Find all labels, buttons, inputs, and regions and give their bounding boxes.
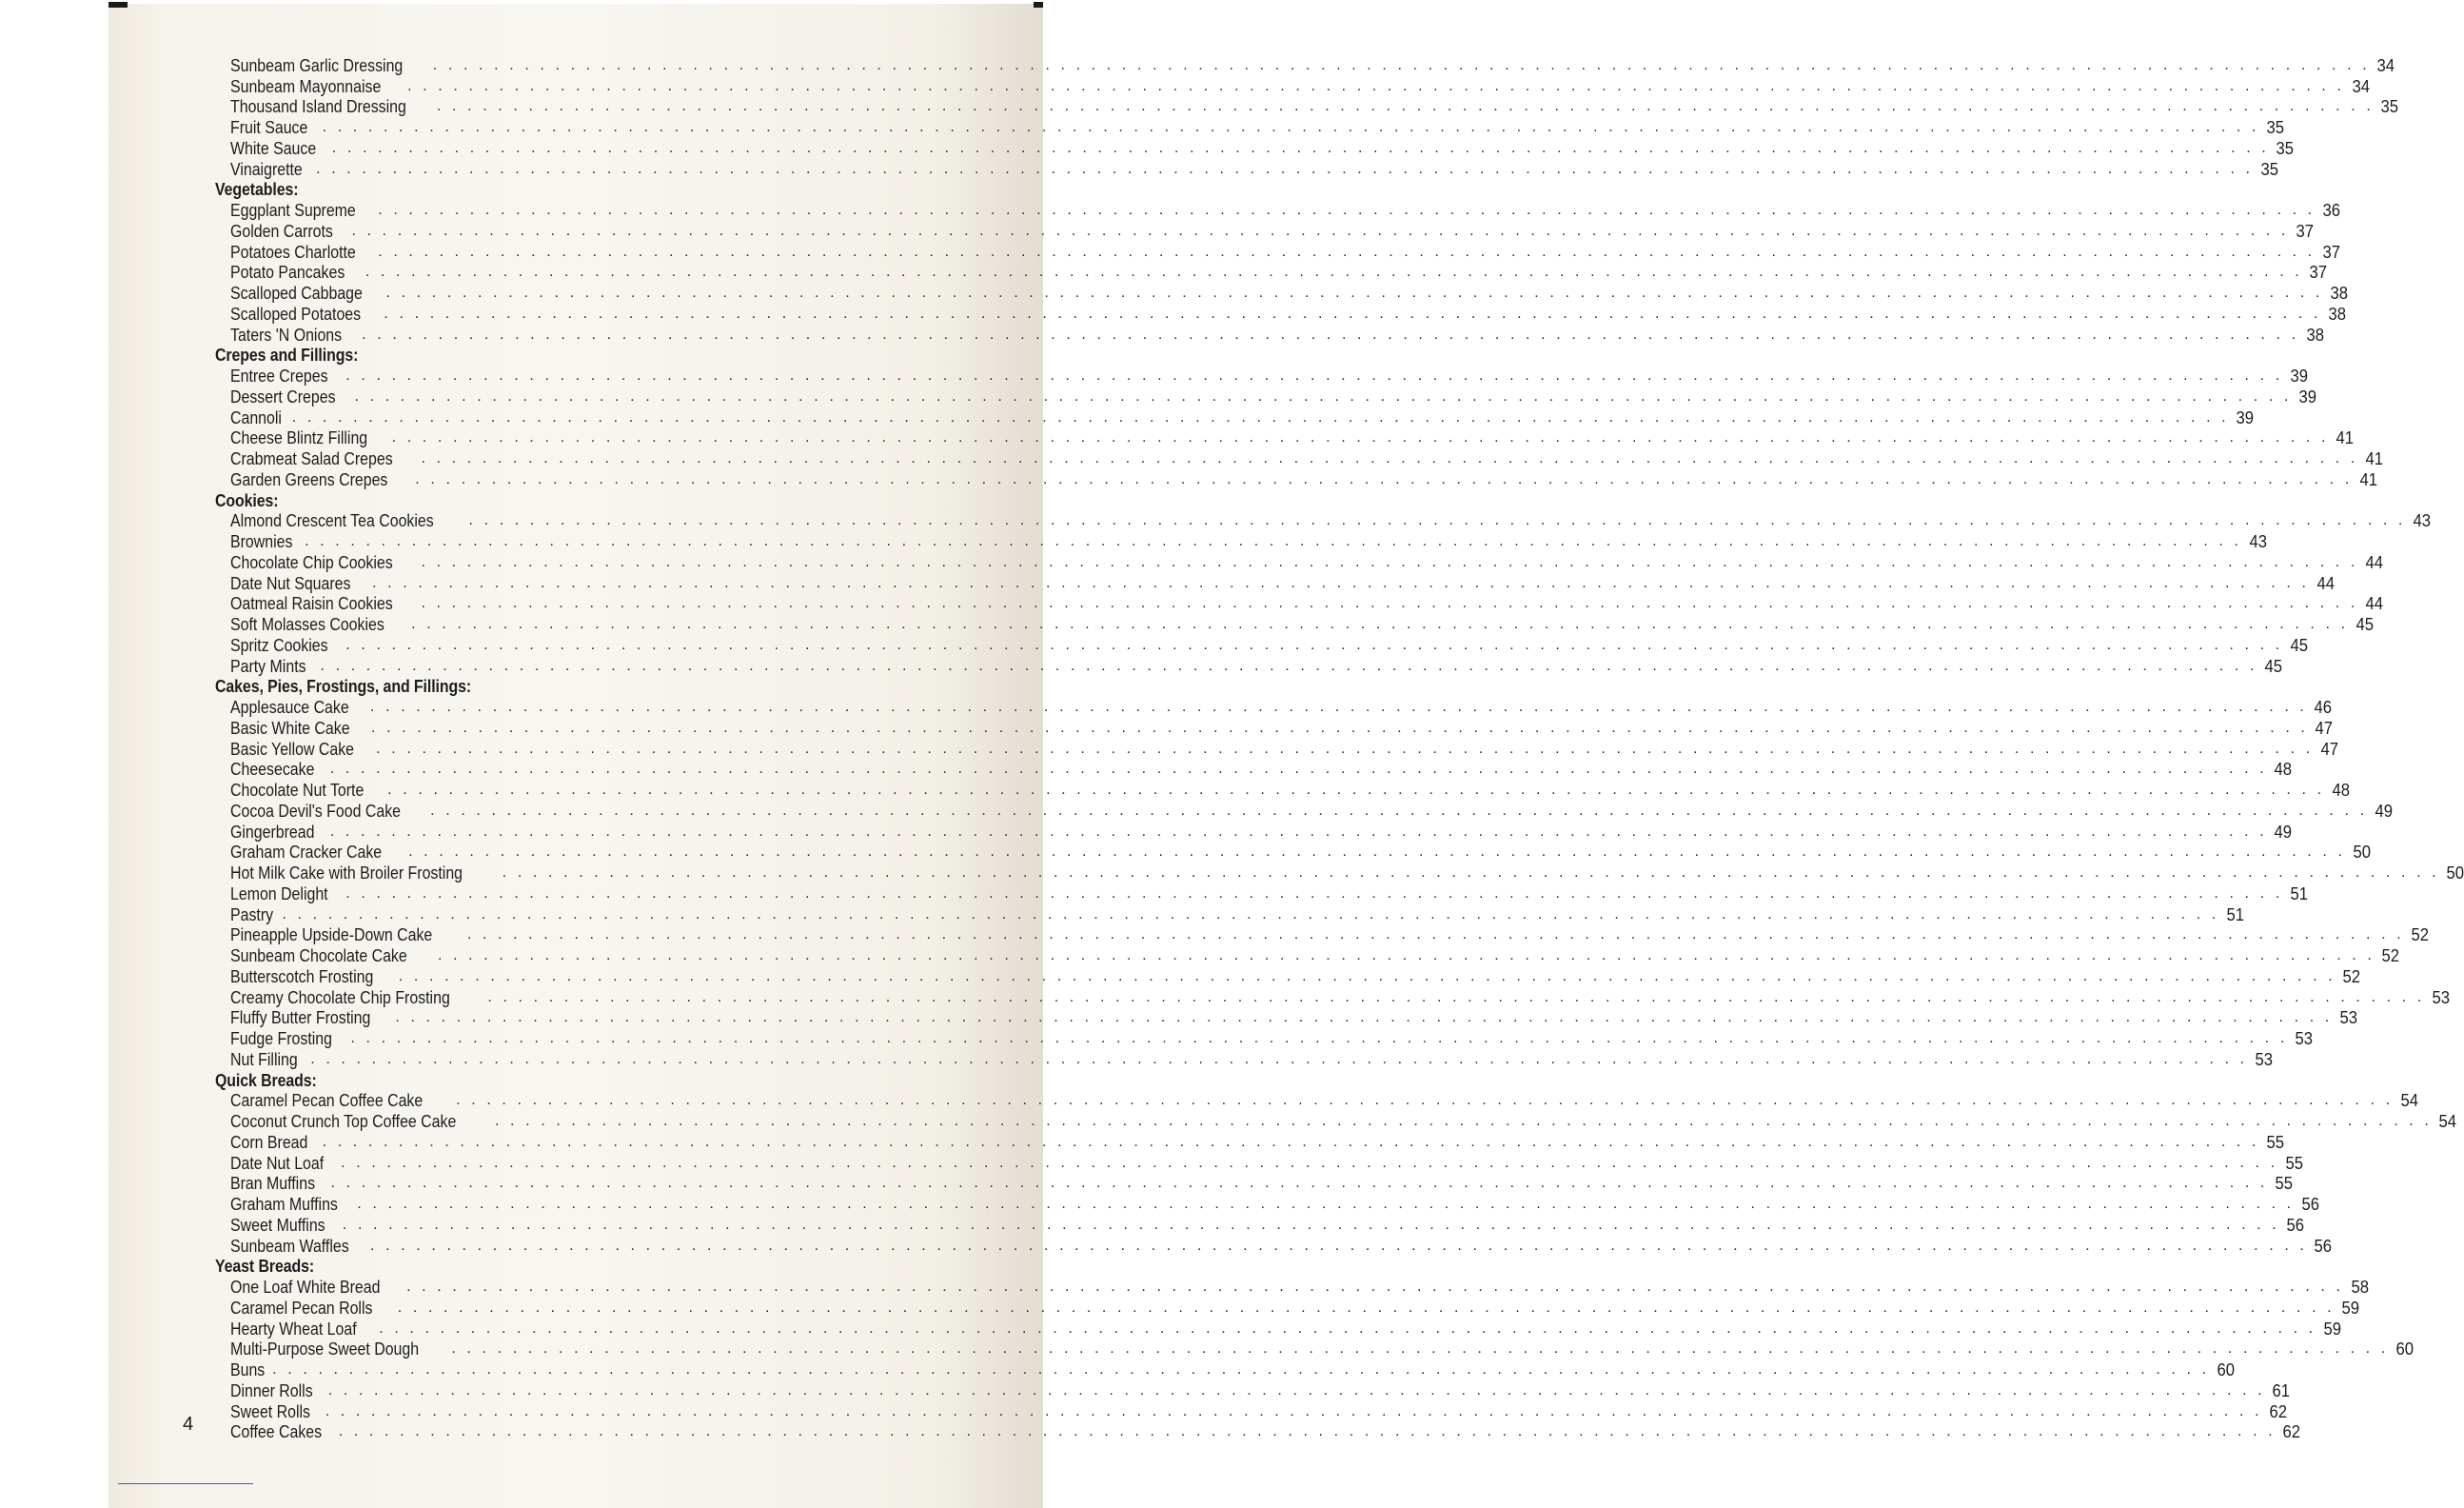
toc-entry [215, 593, 2383, 615]
dot-leader: . . . . . . . . . . . . . . . . . . . . . . . . . . . . . . . . . . . . . . . . . . . . . . . . . . . . . . . . . . . . . . . . . . . . . . . . . . . . . . . . . . . . . . . . . . . . . . . . . . . . . . . . . . . . . . . . . . . . . . . . . . . . . . . [421, 595, 2358, 612]
entry-title: Scalloped Cabbage [230, 283, 363, 304]
dot-leader: . . . . . . . . . . . . . . . . . . . . . . . . . . . . . . . . . . . . . . . . . . . . . . . . . . . . . . . . . . . . . . . . . . . . . . . . . . . . . . . . . . . . . . . . . . . . . . . . . . . . . . . . . . . . . . . . . . . . . . . . . . . . . . . [331, 139, 2270, 156]
entry-title: Spritz Cookies [230, 634, 328, 655]
toc-entry [215, 1152, 2303, 1174]
toc-entry [215, 1235, 2333, 1257]
entry-title: Sunbeam Waffles [230, 1235, 349, 1256]
dot-leader: . . . . . . . . . . . . . . . . . . . . . . . . . . . . . . . . . . . . . . . . . . . . . . . . . . . . . . . . . . . . . . . . . . . . . . . . . . . . . . . . . . . . . . . . . . . . . . . . . . . . . . . . . . . . . . . . . . . . . . . . . . . . . . . [329, 823, 2268, 840]
toc-entry [215, 262, 2328, 284]
entry-title: Buns [230, 1359, 266, 1380]
entry-title: Potato Pancakes [230, 262, 345, 283]
entry-title: Oatmeal Raisin Cookies [230, 593, 393, 614]
section-heading: Cakes, Pies, Frostings, and Fillings: [215, 676, 472, 697]
dot-leader: . . . . . . . . . . . . . . . . . . . . . . . . . . . . . . . . . . . . . . . . . . . . . . . . . . . . . . . . . . . . . . . . . . . . . . . . . . . . . . . . . . . . . . . . . . . . . . . . . . . . . . . . . . . . . . . . . . . . . . . . . . . . . . . [502, 864, 2440, 882]
dot-leader: . . . . . . . . . . . . . . . . . . . . . . . . . . . . . . . . . . . . . . . . . . . . . . . . . . . . . . . . . . . . . . . . . . . . . . . . . . . . . . . . . . . . . . . . . . . . . . . . . . . . . . . . . . . . . . . . . . . . . . . . . . . . . . . [272, 1361, 2210, 1379]
entry-page-number: 44 [2365, 551, 2383, 572]
entry-page-number: 38 [2306, 324, 2324, 345]
entry-title: Caramel Pecan Coffee Cake [230, 1090, 424, 1111]
dot-leader: . . . . . . . . . . . . . . . . . . . . . . . . . . . . . . . . . . . . . . . . . . . . . . . . . . . . . . . . . . . . . . . . . . . . . . . . . . . . . . . . . . . . . . . . . . . . . . . . . . . . . . . . . . . . . . . . . . . . . . . . . . . . . . . [345, 636, 2283, 653]
dot-leader: . . . . . . . . . . . . . . . . . . . . . . . . . . . . . . . . . . . . . . . . . . . . . . . . . . . . . . . . . . . . . . . . . . . . . . . . . . . . . . . . . . . . . . . . . . . . . . . . . . . . . . . . . . . . . . . . . . . . . . . . . . . . . . . [357, 1196, 2295, 1213]
entry-page-number: 44 [2365, 593, 2383, 614]
dot-leader: . . . . . . . . . . . . . . . . . . . . . . . . . . . . . . . . . . . . . . . . . . . . . . . . . . . . . . . . . . . . . . . . . . . . . . . . . . . . . . . . . . . . . . . . . . . . . . . . . . . . . . . . . . . . . . . . . . . . . . . . . . . . . . . [395, 1009, 2333, 1026]
dot-leader: . . . . . . . . . . . . . . . . . . . . . . . . . . . . . . . . . . . . . . . . . . . . . . . . . . . . . . . . . . . . . . . . . . . . . . . . . . . . . . . . . . . . . . . . . . . . . . . . . . . . . . . . . . . . . . . . . . . . . . . . . . . . . . . [365, 264, 2303, 281]
entry-page-number: 62 [2282, 1421, 2301, 1442]
toc-entry [215, 54, 2395, 76]
entry-title: Applesauce Cake [230, 697, 349, 718]
entry-page-number: 37 [2296, 220, 2314, 241]
entry-title: Entree Crepes [230, 366, 328, 387]
entry-page-number: 36 [2322, 200, 2340, 221]
entry-page-number: 37 [2309, 262, 2328, 283]
toc-entry [215, 531, 2267, 552]
toc-entry [215, 241, 2340, 263]
entry-title: Dinner Rolls [230, 1379, 313, 1400]
toc-entry [215, 200, 2340, 221]
toc-entry [215, 1111, 2457, 1132]
entry-title: Thousand Island Dressing [230, 96, 406, 117]
toc-entry [215, 427, 2355, 449]
entry-page-number: 41 [2359, 468, 2377, 489]
entry-page-number: 53 [2255, 1048, 2273, 1069]
entry-page-number: 44 [2316, 572, 2335, 593]
toc-entry [215, 283, 2348, 304]
dot-leader: . . . . . . . . . . . . . . . . . . . . . . . . . . . . . . . . . . . . . . . . . . . . . . . . . . . . . . . . . . . . . . . . . . . . . . . . . . . . . . . . . . . . . . . . . . . . . . . . . . . . . . . . . . . . . . . . . . . . . . . . . . . . . . . [305, 533, 2242, 550]
dot-leader: . . . . . . . . . . . . . . . . . . . . . . . . . . . . . . . . . . . . . . . . . . . . . . . . . . . . . . . . . . . . . . . . . . . . . . . . . . . . . . . . . . . . . . . . . . . . . . . . . . . . . . . . . . . . . . . . . . . . . . . . . . . . . . . [330, 1175, 2268, 1192]
entry-page-number: 54 [2400, 1090, 2418, 1111]
entry-page-number: 58 [2351, 1277, 2369, 1298]
dot-leader: . . . . . . . . . . . . . . . . . . . . . . . . . . . . . . . . . . . . . . . . . . . . . . . . . . . . . . . . . . . . . . . . . . . . . . . . . . . . . . . . . . . . . . . . . . . . . . . . . . . . . . . . . . . . . . . . . . . . . . . . . . . . . . . [282, 905, 2219, 923]
entry-title: Dessert Crepes [230, 386, 336, 407]
dot-leader: . . . . . . . . . . . . . . . . . . . . . . . . . . . . . . . . . . . . . . . . . . . . . . . . . . . . . . . . . . . . . . . . . . . . . . . . . . . . . . . . . . . . . . . . . . . . . . . . . . . . . . . . . . . . . . . . . . . . . . . . . . . . . . . [408, 843, 2346, 861]
toc-entry [215, 1277, 2369, 1298]
toc-entry [215, 1173, 2293, 1195]
entry-page-number: 38 [2328, 303, 2346, 324]
toc-entry [215, 759, 2293, 781]
toc-entry [215, 1359, 2235, 1380]
entry-title: Hearty Wheat Loaf [230, 1318, 357, 1339]
dot-leader: . . . . . . . . . . . . . . . . . . . . . . . . . . . . . . . . . . . . . . . . . . . . . . . . . . . . . . . . . . . . . . . . . . . . . . . . . . . . . . . . . . . . . . . . . . . . . . . . . . . . . . . . . . . . . . . . . . . . . . . . . . . . . . . [351, 222, 2289, 239]
entry-page-number: 48 [2332, 780, 2350, 801]
entry-page-number: 59 [2341, 1297, 2360, 1318]
entry-page-number: 45 [2356, 614, 2374, 635]
toc-entry [215, 1131, 2285, 1153]
toc-entry [215, 1007, 2357, 1029]
dot-leader: . . . . . . . . . . . . . . . . . . . . . . . . . . . . . . . . . . . . . . . . . . . . . . . . . . . . . . . . . . . . . . . . . . . . . . . . . . . . . . . . . . . . . . . . . . . . . . . . . . . . . . . . . . . . . . . . . . . . . . . . . . . . . . . [370, 699, 2308, 716]
entry-page-number: 56 [2301, 1194, 2319, 1215]
toc-entry [215, 1421, 2301, 1443]
entry-page-number: 45 [2264, 655, 2282, 676]
entry-title: Soft Molasses Cookies [230, 614, 384, 635]
toc-entry [215, 883, 2308, 904]
dot-leader: . . . . . . . . . . . . . . . . . . . . . . . . . . . . . . . . . . . . . . . . . . . . . . . . . . . . . . . . . . . . . . . . . . . . . . . . . . . . . . . . . . . . . . . . . . . . . . . . . . . . . . . . . . . . . . . . . . . . . . . . . . . . . . . [362, 326, 2299, 343]
dot-leader: . . . . . . . . . . . . . . . . . . . . . . . . . . . . . . . . . . . . . . . . . . . . . . . . . . . . . . . . . . . . . . . . . . . . . . . . . . . . . . . . . . . . . . . . . . . . . . . . . . . . . . . . . . . . . . . . . . . . . . . . . . . . . . . [398, 967, 2336, 984]
toc-entry [215, 96, 2399, 118]
entry-title: Coconut Crunch Top Coffee Cake [230, 1111, 457, 1132]
entry-page-number: 41 [2365, 448, 2383, 469]
toc-entry [215, 572, 2335, 594]
toc-entry [215, 738, 2338, 760]
dot-leader: . . . . . . . . . . . . . . . . . . . . . . . . . . . . . . . . . . . . . . . . . . . . . . . . . . . . . . . . . . . . . . . . . . . . . . . . . . . . . . . . . . . . . . . . . . . . . . . . . . . . . . . . . . . . . . . . . . . . . . . . . . . . . . . [354, 387, 2292, 405]
entry-title: Almond Crescent Tea Cookies [230, 510, 434, 531]
entry-title: Party Mints [230, 655, 306, 676]
dot-leader: . . . . . . . . . . . . . . . . . . . . . . . . . . . . . . . . . . . . . . . . . . . . . . . . . . . . . . . . . . . . . . . . . . . . . . . . . . . . . . . . . . . . . . . . . . . . . . . . . . . . . . . . . . . . . . . . . . . . . . . . . . . . . . . [370, 1237, 2308, 1254]
entry-title: Lemon Delight [230, 883, 328, 903]
toc-entry [215, 1048, 2273, 1070]
dot-leader: . . . . . . . . . . . . . . . . . . . . . . . . . . . . . . . . . . . . . . . . . . . . . . . . . . . . . . . . . . . . . . . . . . . . . . . . . . . . . . . . . . . . . . . . . . . . . . . . . . . . . . . . . . . . . . . . . . . . . . . . . . . . . . . [320, 657, 2257, 674]
entry-page-number: 49 [2375, 800, 2393, 821]
dot-leader: . . . . . . . . . . . . . . . . . . . . . . . . . . . . . . . . . . . . . . . . . . . . . . . . . . . . . . . . . . . . . . . . . . . . . . . . . . . . . . . . . . . . . . . . . . . . . . . . . . . . . . . . . . . . . . . . . . . . . . . . . . . . . . . [421, 553, 2358, 570]
entry-page-number: 60 [2395, 1339, 2414, 1359]
entry-title: Basic Yellow Cake [230, 738, 355, 759]
bottom-rule [118, 1483, 253, 1484]
entry-title: Bran Muffins [230, 1173, 316, 1194]
entry-title: Crabmeat Salad Crepes [230, 448, 393, 469]
dot-leader: . . . . . . . . . . . . . . . . . . . . . . . . . . . . . . . . . . . . . . . . . . . . . . . . . . . . . . . . . . . . . . . . . . . . . . . . . . . . . . . . . . . . . . . . . . . . . . . . . . . . . . . . . . . . . . . . . . . . . . . . . . . . . . . [411, 616, 2349, 633]
toc-entry [215, 1379, 2291, 1401]
dot-leader: . . . . . . . . . . . . . . . . . . . . . . . . . . . . . . . . . . . . . . . . . . . . . . . . . . . . . . . . . . . . . . . . . . . . . . . . . . . . . . . . . . . . . . . . . . . . . . . . . . . . . . . . . . . . . . . . . . . . . . . . . . . . . . . [350, 1030, 2288, 1047]
toc-entry [215, 945, 2400, 966]
entry-page-number: 60 [2217, 1359, 2235, 1380]
dot-leader: . . . . . . . . . . . . . . . . . . . . . . . . . . . . . . . . . . . . . . . . . . . . . . . . . . . . . . . . . . . . . . . . . . . . . . . . . . . . . . . . . . . . . . . . . . . . . . . . . . . . . . . . . . . . . . . . . . . . . . . . . . . . . . . [385, 285, 2323, 302]
dot-leader: . . . . . . . . . . . . . . . . . . . . . . . . . . . . . . . . . . . . . . . . . . . . . . . . . . . . . . . . . . . . . . . . . . . . . . . . . . . . . . . . . . . . . . . . . . . . . . . . . . . . . . . . . . . . . . . . . . . . . . . . . . . . . . . [316, 160, 2254, 177]
entry-title: Golden Carrots [230, 220, 333, 241]
entry-page-number: 46 [2314, 697, 2333, 718]
section-heading: Crepes and Fillings: [215, 345, 359, 366]
toc-entry [215, 1339, 2414, 1360]
entry-page-number: 51 [2226, 903, 2244, 924]
scan-edge-mark-right [1034, 2, 1043, 8]
dot-leader: . . . . . . . . . . . . . . . . . . . . . . . . . . . . . . . . . . . . . . . . . . . . . . . . . . . . . . . . . . . . . . . . . . . . . . . . . . . . . . . . . . . . . . . . . . . . . . . . . . . . . . . . . . . . . . . . . . . . . . . . . . . . . . . [338, 1423, 2277, 1440]
entry-title: Graham Muffins [230, 1194, 338, 1215]
dot-leader: . . . . . . . . . . . . . . . . . . . . . . . . . . . . . . . . . . . . . . . . . . . . . . . . . . . . . . . . . . . . . . . . . . . . . . . . . . . . . . . . . . . . . . . . . . . . . . . . . . . . . . . . . . . . . . . . . . . . . . . . . . . . . . . [451, 1340, 2389, 1358]
entry-page-number: 35 [2260, 158, 2278, 179]
dot-leader: . . . . . . . . . . . . . . . . . . . . . . . . . . . . . . . . . . . . . . . . . . . . . . . . . . . . . . . . . . . . . . . . . . . . . . . . . . . . . . . . . . . . . . . . . . . . . . . . . . . . . . . . . . . . . . . . . . . . . . . . . . . . . . . [468, 512, 2406, 529]
toc-entry [215, 697, 2333, 718]
entry-title: Cannoli [230, 407, 282, 427]
entry-page-number: 56 [2314, 1235, 2333, 1256]
entry-page-number: 62 [2269, 1400, 2288, 1421]
entry-page-number: 39 [2290, 366, 2308, 387]
toc-entry [215, 158, 2278, 180]
entry-title: Date Nut Loaf [230, 1152, 325, 1173]
entry-title: Date Nut Squares [230, 572, 351, 593]
dot-leader: . . . . . . . . . . . . . . . . . . . . . . . . . . . . . . . . . . . . . . . . . . . . . . . . . . . . . . . . . . . . . . . . . . . . . . . . . . . . . . . . . . . . . . . . . . . . . . . . . . . . . . . . . . . . . . . . . . . . . . . . . . . . . . . [487, 988, 2425, 1005]
entry-page-number: 54 [2438, 1111, 2457, 1132]
entry-page-number: 39 [2298, 386, 2316, 407]
entry-title: Sunbeam Garlic Dressing [230, 54, 404, 75]
scan-edge-mark-left [108, 2, 128, 8]
dot-leader: . . . . . . . . . . . . . . . . . . . . . . . . . . . . . . . . . . . . . . . . . . . . . . . . . . . . . . . . . . . . . . . . . . . . . . . . . . . . . . . . . . . . . . . . . . . . . . . . . . . . . . . . . . . . . . . . . . . . . . . . . . . . . . . [291, 408, 2230, 426]
dot-leader: . . . . . . . . . . . . . . . . . . . . . . . . . . . . . . . . . . . . . . . . . . . . . . . . . . . . . . . . . . . . . . . . . . . . . . . . . . . . . . . . . . . . . . . . . . . . . . . . . . . . . . . . . . . . . . . . . . . . . . . . . . . . . . . [327, 1381, 2266, 1399]
toc-entry [215, 551, 2383, 573]
entry-title: Sweet Muffins [230, 1214, 325, 1235]
dot-leader: . . . . . . . . . . . . . . . . . . . . . . . . . . . . . . . . . . . . . . . . . . . . . . . . . . . . . . . . . . . . . . . . . . . . . . . . . . . . . . . . . . . . . . . . . . . . . . . . . . . . . . . . . . . . . . . . . . . . . . . . . . . . . . . [378, 243, 2316, 260]
entry-page-number: 53 [2295, 1028, 2313, 1049]
entry-title: Pineapple Upside-Down Cake [230, 924, 433, 945]
entry-title: Garden Greens Crepes [230, 468, 388, 489]
toc-entry [215, 220, 2314, 242]
dot-leader: . . . . . . . . . . . . . . . . . . . . . . . . . . . . . . . . . . . . . . . . . . . . . . . . . . . . . . . . . . . . . . . . . . . . . . . . . . . . . . . . . . . . . . . . . . . . . . . . . . . . . . . . . . . . . . . . . . . . . . . . . . . . . . . [379, 1320, 2316, 1337]
dot-leader: . . . . . . . . . . . . . . . . . . . . . . . . . . . . . . . . . . . . . . . . . . . . . . . . . . . . . . . . . . . . . . . . . . . . . . . . . . . . . . . . . . . . . . . . . . . . . . . . . . . . . . . . . . . . . . . . . . . . . . . . . . . . . . . [391, 429, 2330, 446]
dot-leader: . . . . . . . . . . . . . . . . . . . . . . . . . . . . . . . . . . . . . . . . . . . . . . . . . . . . . . . . . . . . . . . . . . . . . . . . . . . . . . . . . . . . . . . . . . . . . . . . . . . . . . . . . . . . . . . . . . . . . . . . . . . . . . . [456, 1092, 2394, 1109]
toc-entry [215, 821, 2293, 843]
toc-entry [215, 655, 2282, 677]
entry-title: Chocolate Chip Cookies [230, 551, 393, 572]
dot-leader: . . . . . . . . . . . . . . . . . . . . . . . . . . . . . . . . . . . . . . . . . . . . . . . . . . . . . . . . . . . . . . . . . . . . . . . . . . . . . . . . . . . . . . . . . . . . . . . . . . . . . . . . . . . . . . . . . . . . . . . . . . . . . . . [322, 119, 2260, 136]
dot-leader: . . . . . . . . . . . . . . . . . . . . . . . . . . . . . . . . . . . . . . . . . . . . . . . . . . . . . . . . . . . . . . . . . . . . . . . . . . . . . . . . . . . . . . . . . . . . . . . . . . . . . . . . . . . . . . . . . . . . . . . . . . . . . . . [310, 1050, 2248, 1067]
entry-page-number: 41 [2336, 427, 2355, 448]
toc-entry [215, 986, 2450, 1008]
dot-leader: . . . . . . . . . . . . . . . . . . . . . . . . . . . . . . . . . . . . . . . . . . . . . . . . . . . . . . . . . . . . . . . . . . . . . . . . . . . . . . . . . . . . . . . . . . . . . . . . . . . . . . . . . . . . . . . . . . . . . . . . . . . . . . . [372, 574, 2310, 591]
entry-page-number: 55 [2275, 1173, 2293, 1194]
entry-page-number: 52 [2411, 924, 2430, 945]
dot-leader: . . . . . . . . . . . . . . . . . . . . . . . . . . . . . . . . . . . . . . . . . . . . . . . . . . . . . . . . . . . . . . . . . . . . . . . . . . . . . . . . . . . . . . . . . . . . . . . . . . . . . . . . . . . . . . . . . . . . . . . . . . . . . . . [466, 926, 2405, 943]
entry-title: Cheese Blintz Filling [230, 427, 368, 448]
dot-leader: . . . . . . . . . . . . . . . . . . . . . . . . . . . . . . . . . . . . . . . . . . . . . . . . . . . . . . . . . . . . . . . . . . . . . . . . . . . . . . . . . . . . . . . . . . . . . . . . . . . . . . . . . . . . . . . . . . . . . . . . . . . . . . . [436, 98, 2375, 115]
entry-page-number: 49 [2274, 821, 2293, 842]
entry-page-number: 34 [2376, 54, 2395, 75]
entry-title: Scalloped Potatoes [230, 303, 362, 324]
entry-title: Cocoa Devil's Food Cake [230, 800, 402, 821]
entry-title: Brownies [230, 531, 293, 552]
section-heading: Quick Breads: [215, 1069, 317, 1090]
entry-title: Taters 'N Onions [230, 324, 343, 345]
page-number: 4 [183, 1414, 194, 1435]
entry-title: Sunbeam Chocolate Cake [230, 945, 407, 966]
entry-page-number: 47 [2320, 738, 2338, 759]
entry-page-number: 48 [2274, 759, 2293, 780]
section-heading: Vegetables: [215, 179, 299, 200]
entry-page-number: 50 [2353, 842, 2371, 863]
entry-page-number: 43 [2413, 510, 2431, 531]
toc-entry [215, 1090, 2418, 1112]
dot-leader: . . . . . . . . . . . . . . . . . . . . . . . . . . . . . . . . . . . . . . . . . . . . . . . . . . . . . . . . . . . . . . . . . . . . . . . . . . . . . . . . . . . . . . . . . . . . . . . . . . . . . . . . . . . . . . . . . . . . . . . . . . . . . . . [415, 470, 2353, 487]
toc-entry [215, 842, 2371, 863]
entry-page-number: 37 [2322, 241, 2340, 262]
toc-entry [215, 117, 2285, 138]
toc-entry [215, 1214, 2305, 1236]
toc-entry [215, 510, 2431, 532]
entry-page-number: 53 [2339, 1007, 2357, 1028]
toc-entry [215, 366, 2308, 387]
toc-entry [215, 448, 2383, 469]
section-heading: Cookies: [215, 489, 279, 510]
entry-title: Basic White Cake [230, 717, 350, 738]
toc-entry [215, 1194, 2319, 1215]
entry-page-number: 61 [2272, 1379, 2291, 1400]
entry-title: One Loaf White Bread [230, 1277, 381, 1298]
entry-title: Vinaigrette [230, 158, 303, 179]
toc-entry [215, 634, 2308, 656]
toc-entry [215, 717, 2334, 739]
toc-entry [215, 1297, 2360, 1319]
dot-leader: . . . . . . . . . . . . . . . . . . . . . . . . . . . . . . . . . . . . . . . . . . . . . . . . . . . . . . . . . . . . . . . . . . . . . . . . . . . . . . . . . . . . . . . . . . . . . . . . . . . . . . . . . . . . . . . . . . . . . . . . . . . . . . . [437, 947, 2375, 964]
entry-page-number: 47 [2315, 717, 2334, 738]
entry-page-number: 55 [2285, 1152, 2303, 1173]
toc-entry [215, 75, 2370, 97]
toc-entry [215, 1028, 2313, 1049]
toc-entry [215, 137, 2295, 159]
toc-entry [215, 863, 2464, 883]
entry-title: Sunbeam Mayonnaise [230, 75, 382, 96]
entry-page-number: 55 [2266, 1131, 2285, 1152]
dot-leader: . . . . . . . . . . . . . . . . . . . . . . . . . . . . . . . . . . . . . . . . . . . . . . . . . . . . . . . . . . . . . . . . . . . . . . . . . . . . . . . . . . . . . . . . . . . . . . . . . . . . . . . . . . . . . . . . . . . . . . . . . . . . . . . [345, 884, 2283, 902]
entry-page-number: 56 [2286, 1214, 2305, 1235]
dot-leader: . . . . . . . . . . . . . . . . . . . . . . . . . . . . . . . . . . . . . . . . . . . . . . . . . . . . . . . . . . . . . . . . . . . . . . . . . . . . . . . . . . . . . . . . . . . . . . . . . . . . . . . . . . . . . . . . . . . . . . . . . . . . . . . [384, 305, 2321, 322]
entry-title: Fudge Frosting [230, 1028, 333, 1049]
toc-entry [215, 1318, 2341, 1339]
entry-page-number: 35 [2276, 137, 2295, 158]
dot-leader: . . . . . . . . . . . . . . . . . . . . . . . . . . . . . . . . . . . . . . . . . . . . . . . . . . . . . . . . . . . . . . . . . . . . . . . . . . . . . . . . . . . . . . . . . . . . . . . . . . . . . . . . . . . . . . . . . . . . . . . . . . . . . . . [376, 740, 2314, 757]
toc-entry [215, 468, 2377, 490]
toc-entry [215, 386, 2316, 407]
dot-leader: . . . . . . . . . . . . . . . . . . . . . . . . . . . . . . . . . . . . . . . . . . . . . . . . . . . . . . . . . . . . . . . . . . . . . . . . . . . . . . . . . . . . . . . . . . . . . . . . . . . . . . . . . . . . . . . . . . . . . . . . . . . . . . . [341, 1154, 2278, 1171]
entry-title: Chocolate Nut Torte [230, 780, 365, 801]
entry-title: Hot Milk Cake with Broiler Frosting [230, 863, 463, 883]
table-of-contents [215, 54, 2464, 1442]
toc-entry [215, 780, 2350, 801]
entry-title: Graham Cracker Cake [230, 842, 383, 863]
dot-leader: . . . . . . . . . . . . . . . . . . . . . . . . . . . . . . . . . . . . . . . . . . . . . . . . . . . . . . . . . . . . . . . . . . . . . . . . . . . . . . . . . . . . . . . . . . . . . . . . . . . . . . . . . . . . . . . . . . . . . . . . . . . . . . . [378, 202, 2316, 219]
entry-page-number: 52 [2342, 965, 2361, 986]
entry-page-number: 52 [2381, 945, 2400, 966]
entry-page-number: 45 [2290, 634, 2308, 655]
entry-title: Potatoes Charlotte [230, 241, 356, 262]
toc-entry [215, 965, 2361, 987]
entry-title: Pastry [230, 903, 274, 924]
entry-title: Gingerbread [230, 821, 315, 842]
entry-title: Creamy Chocolate Chip Frosting [230, 986, 450, 1007]
entry-page-number: 34 [2352, 75, 2370, 96]
entry-page-number: 59 [2323, 1318, 2341, 1339]
entry-title: Caramel Pecan Rolls [230, 1297, 373, 1318]
dot-leader: . . . . . . . . . . . . . . . . . . . . . . . . . . . . . . . . . . . . . . . . . . . . . . . . . . . . . . . . . . . . . . . . . . . . . . . . . . . . . . . . . . . . . . . . . . . . . . . . . . . . . . . . . . . . . . . . . . . . . . . . . . . . . . . [329, 761, 2268, 778]
entry-title: Fruit Sauce [230, 117, 308, 138]
dot-leader: . . . . . . . . . . . . . . . . . . . . . . . . . . . . . . . . . . . . . . . . . . . . . . . . . . . . . . . . . . . . . . . . . . . . . . . . . . . . . . . . . . . . . . . . . . . . . . . . . . . . . . . . . . . . . . . . . . . . . . . . . . . . . . . [430, 802, 2368, 819]
toc-entry [215, 324, 2324, 346]
dot-leader: . . . . . . . . . . . . . . . . . . . . . . . . . . . . . . . . . . . . . . . . . . . . . . . . . . . . . . . . . . . . . . . . . . . . . . . . . . . . . . . . . . . . . . . . . . . . . . . . . . . . . . . . . . . . . . . . . . . . . . . . . . . . . . . [342, 1216, 2280, 1233]
toc-entry [215, 924, 2430, 946]
dot-leader: . . . . . . . . . . . . . . . . . . . . . . . . . . . . . . . . . . . . . . . . . . . . . . . . . . . . . . . . . . . . . . . . . . . . . . . . . . . . . . . . . . . . . . . . . . . . . . . . . . . . . . . . . . . . . . . . . . . . . . . . . . . . . . . [421, 450, 2358, 467]
entry-title: Cheesecake [230, 759, 315, 780]
entry-title: Coffee Cakes [230, 1421, 323, 1442]
dot-leader: . . . . . . . . . . . . . . . . . . . . . . . . . . . . . . . . . . . . . . . . . . . . . . . . . . . . . . . . . . . . . . . . . . . . . . . . . . . . . . . . . . . . . . . . . . . . . . . . . . . . . . . . . . . . . . . . . . . . . . . . . . . . . . . [322, 1133, 2260, 1150]
dot-leader: . . . . . . . . . . . . . . . . . . . . . . . . . . . . . . . . . . . . . . . . . . . . . . . . . . . . . . . . . . . . . . . . . . . . . . . . . . . . . . . . . . . . . . . . . . . . . . . . . . . . . . . . . . . . . . . . . . . . . . . . . . . . . . . [432, 56, 2371, 73]
entry-page-number: 50 [2446, 863, 2464, 883]
entry-title: Nut Filling [230, 1048, 298, 1069]
dot-leader: . . . . . . . . . . . . . . . . . . . . . . . . . . . . . . . . . . . . . . . . . . . . . . . . . . . . . . . . . . . . . . . . . . . . . . . . . . . . . . . . . . . . . . . . . . . . . . . . . . . . . . . . . . . . . . . . . . . . . . . . . . . . . . . [345, 367, 2283, 385]
toc-entry [215, 303, 2346, 325]
entry-page-number: 35 [2266, 117, 2285, 138]
entry-title: Sweet Rolls [230, 1400, 311, 1421]
entry-title: Corn Bread [230, 1131, 308, 1152]
toc-entry [215, 614, 2374, 635]
dot-leader: . . . . . . . . . . . . . . . . . . . . . . . . . . . . . . . . . . . . . . . . . . . . . . . . . . . . . . . . . . . . . . . . . . . . . . . . . . . . . . . . . . . . . . . . . . . . . . . . . . . . . . . . . . . . . . . . . . . . . . . . . . . . . . . [397, 1299, 2336, 1316]
dot-leader: . . . . . . . . . . . . . . . . . . . . . . . . . . . . . . . . . . . . . . . . . . . . . . . . . . . . . . . . . . . . . . . . . . . . . . . . . . . . . . . . . . . . . . . . . . . . . . . . . . . . . . . . . . . . . . . . . . . . . . . . . . . . . . . [387, 782, 2325, 799]
dot-leader: . . . . . . . . . . . . . . . . . . . . . . . . . . . . . . . . . . . . . . . . . . . . . . . . . . . . . . . . . . . . . . . . . . . . . . . . . . . . . . . . . . . . . . . . . . . . . . . . . . . . . . . . . . . . . . . . . . . . . . . . . . . . . . . [407, 77, 2345, 94]
entry-title: Fluffy Butter Frosting [230, 1007, 371, 1028]
dot-leader: . . . . . . . . . . . . . . . . . . . . . . . . . . . . . . . . . . . . . . . . . . . . . . . . . . . . . . . . . . . . . . . . . . . . . . . . . . . . . . . . . . . . . . . . . . . . . . . . . . . . . . . . . . . . . . . . . . . . . . . . . . . . . . . [406, 1279, 2344, 1296]
toc-entry [215, 1400, 2288, 1422]
dot-leader: . . . . . . . . . . . . . . . . . . . . . . . . . . . . . . . . . . . . . . . . . . . . . . . . . . . . . . . . . . . . . . . . . . . . . . . . . . . . . . . . . . . . . . . . . . . . . . . . . . . . . . . . . . . . . . . . . . . . . . . . . . . . . . . [325, 1402, 2263, 1419]
entry-page-number: 51 [2290, 883, 2308, 903]
toc-entry [215, 903, 2244, 925]
entry-page-number: 43 [2249, 531, 2267, 552]
dot-leader: . . . . . . . . . . . . . . . . . . . . . . . . . . . . . . . . . . . . . . . . . . . . . . . . . . . . . . . . . . . . . . . . . . . . . . . . . . . . . . . . . . . . . . . . . . . . . . . . . . . . . . . . . . . . . . . . . . . . . . . . . . . . . . . [494, 1113, 2433, 1130]
entry-page-number: 35 [2380, 96, 2399, 117]
entry-page-number: 39 [2236, 407, 2255, 427]
entry-page-number: 38 [2330, 283, 2348, 304]
dot-leader: . . . . . . . . . . . . . . . . . . . . . . . . . . . . . . . . . . . . . . . . . . . . . . . . . . . . . . . . . . . . . . . . . . . . . . . . . . . . . . . . . . . . . . . . . . . . . . . . . . . . . . . . . . . . . . . . . . . . . . . . . . . . . . . [371, 719, 2309, 736]
entry-title: White Sauce [230, 137, 317, 158]
section-heading: Yeast Breads: [215, 1256, 315, 1277]
entry-title: Eggplant Supreme [230, 200, 356, 221]
toc-entry [215, 800, 2393, 822]
entry-title: Butterscotch Frosting [230, 965, 374, 986]
entry-page-number: 53 [2432, 986, 2450, 1007]
entry-title: Multi-Purpose Sweet Dough [230, 1339, 420, 1359]
toc-entry [215, 407, 2255, 428]
